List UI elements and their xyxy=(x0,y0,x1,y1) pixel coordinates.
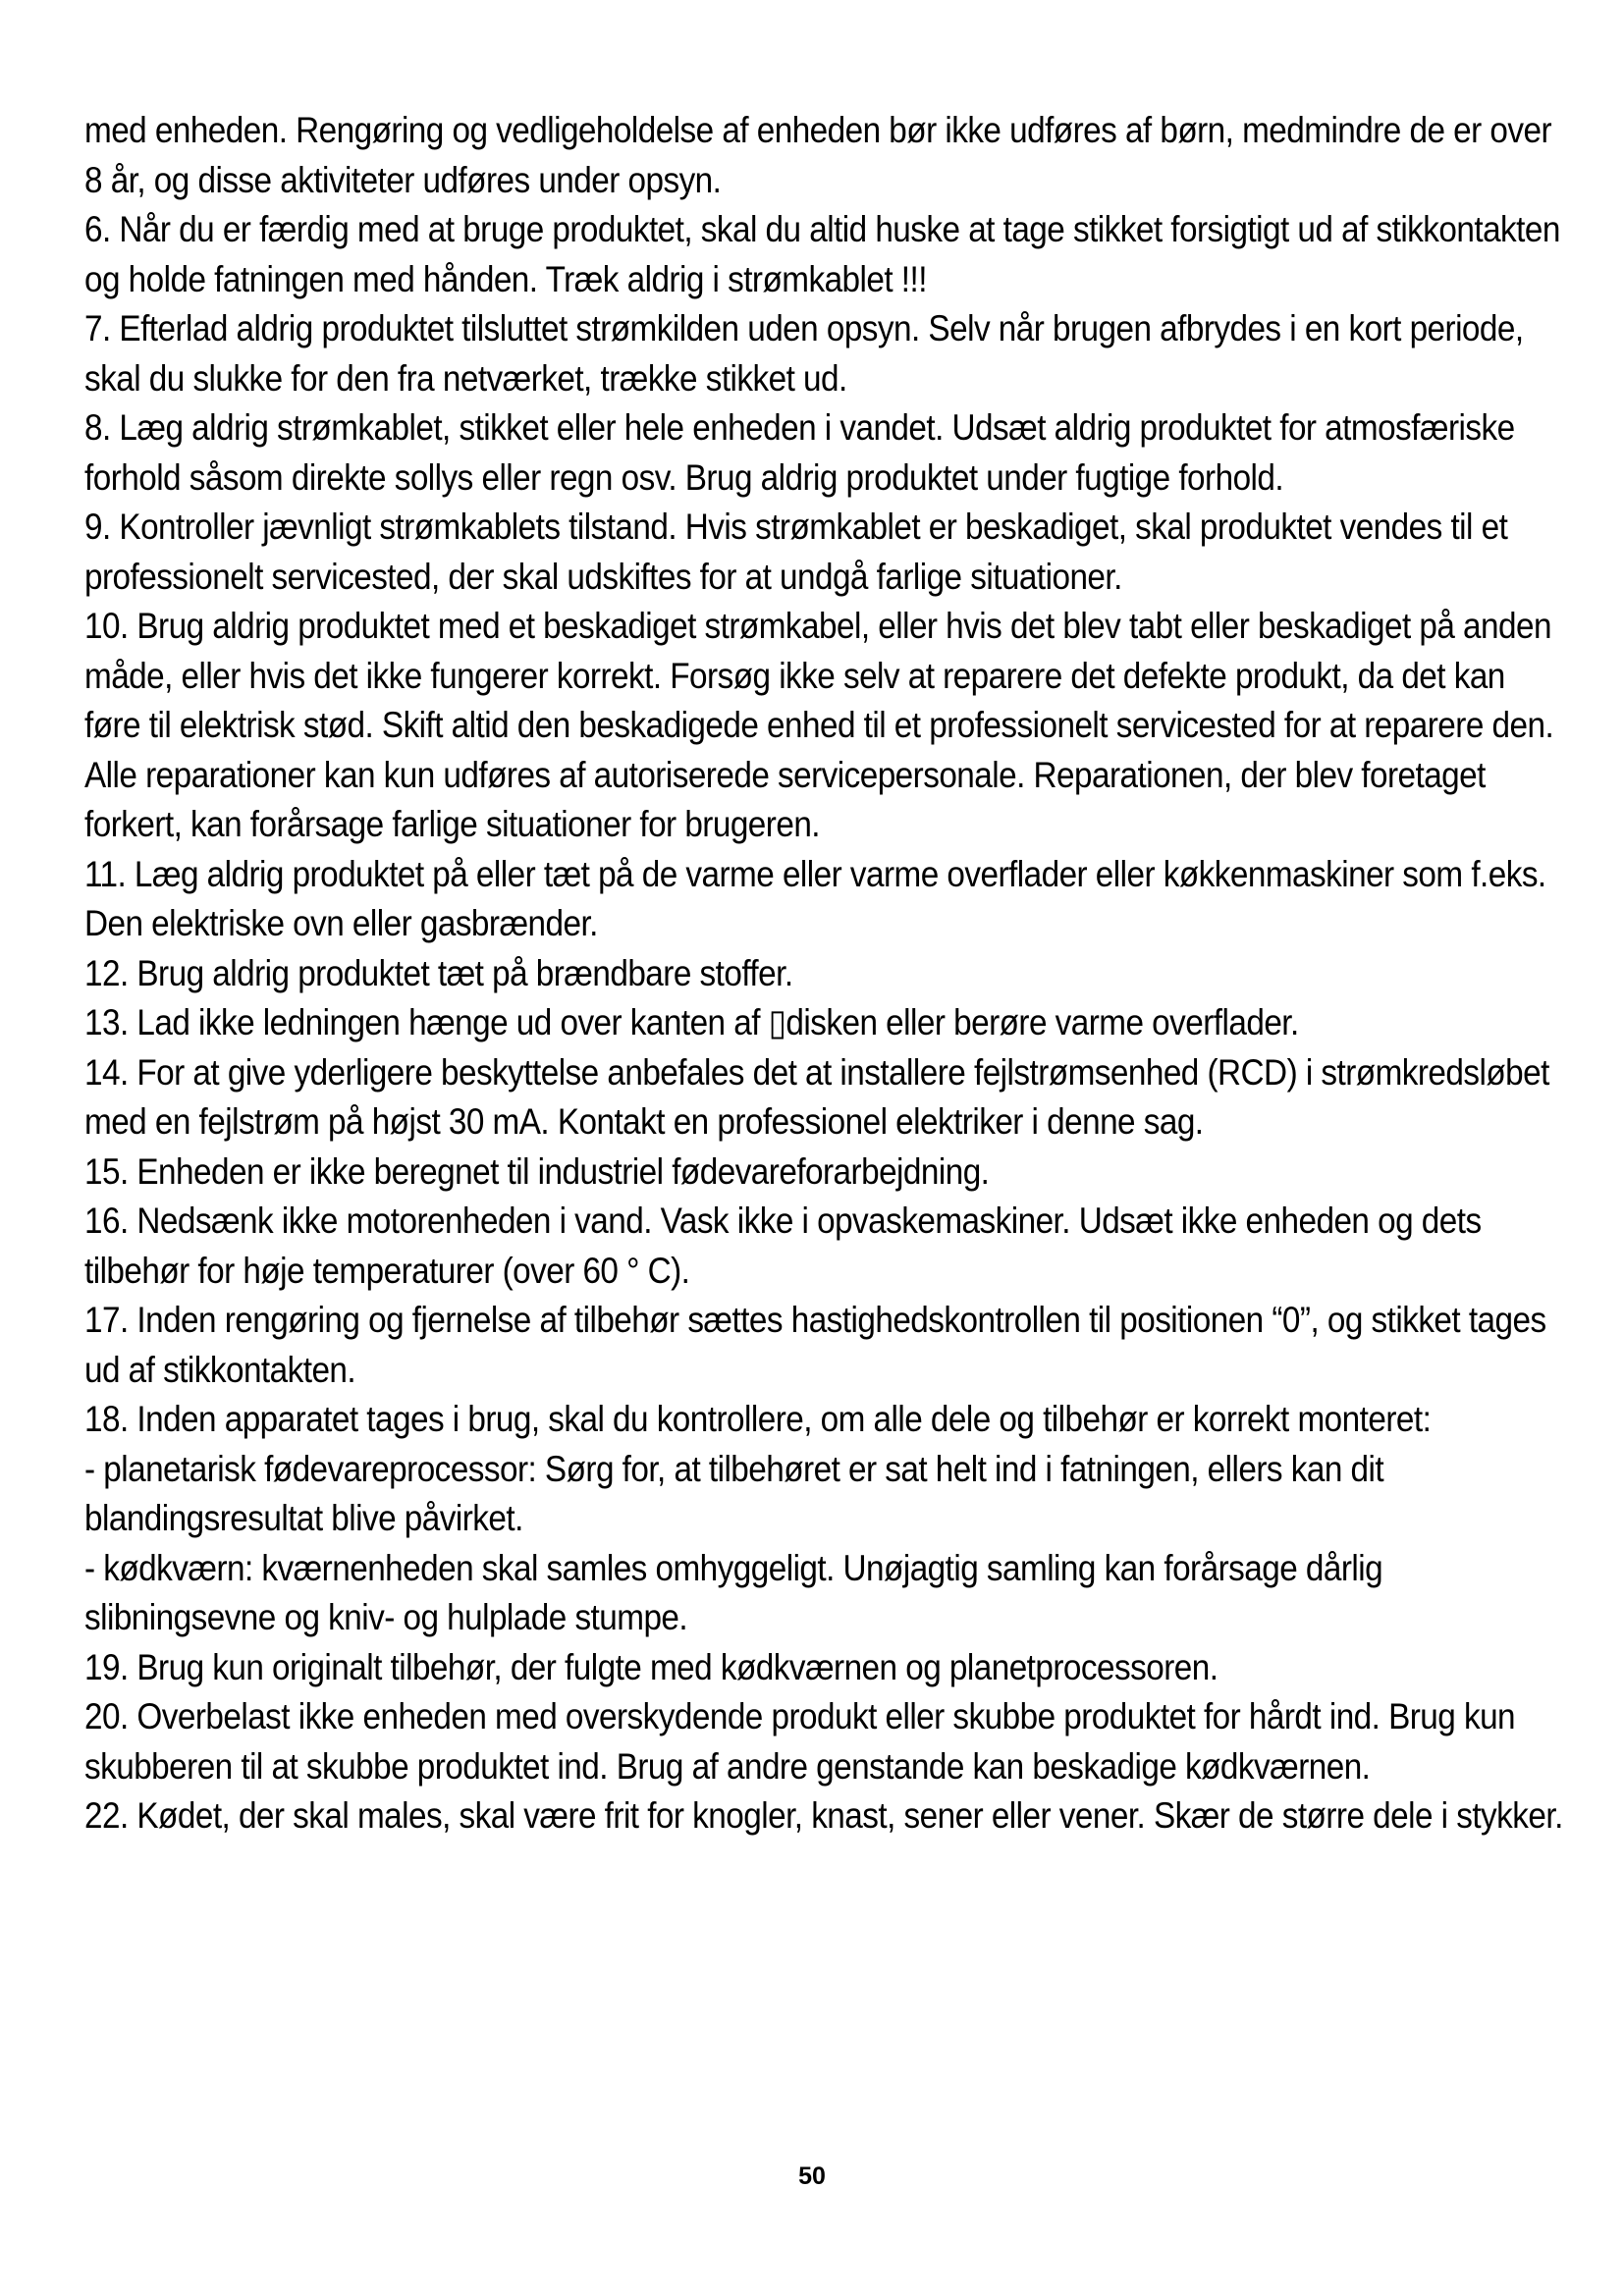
paragraph-item-18: 18. Inden apparatet tages i brug, skal du kontrollere, om alle dele og tilbehør er korrekt monteret: xyxy=(84,1399,1432,1439)
paragraph-item-9: 9. Kontroller jævnligt strømkablets tilstand. Hvis strømkablet er beskadiget, skal produktet vendes til et professionelt servicested, der skal udskiftes for at undgå farlige situationer. xyxy=(84,507,1508,597)
paragraph-item-18-planetary: - planetarisk fødevareprocessor: Sørg for, at tilbehøret er sat helt ind i fatningen, ellers kan dit blandingsresultat blive påvirket. xyxy=(84,1448,1384,1538)
paragraph-item-14: 14. For at give yderligere beskyttelse anbefales det at installere fejlstrømsenhed (RCD) i strømkredsløbet med en fejlstrøm på højst 30 mA. Kontakt en professionel elektriker i denne sag. xyxy=(84,1051,1549,1142)
paragraph-item-11: 11. Læg aldrig produktet på eller tæt på de varme eller varme overflader eller køkkenmaskiner som f.eks. Den elektriske ovn eller gasbrænder. xyxy=(84,853,1546,943)
document-body xyxy=(84,106,1571,1842)
paragraph-item-20: 20. Overbelast ikke enheden med overskydende produkt eller skubbe produktet for hårdt ind. Brug kun skubberen til at skubbe produktet ind. Brug af andre genstande kan beskadige kødkværnen. xyxy=(84,1696,1516,1787)
paragraph-item-18-grinder: - kødkværn: kværnenheden skal samles omhyggeligt. Unøjagtig samling kan forårsage dårlig slibningsevne og kniv- og hulplade stumpe. xyxy=(84,1547,1383,1637)
paragraph-item-7: 7. Efterlad aldrig produktet tilsluttet strømkilden uden opsyn. Selv når brugen afbrydes i en kort periode, skal du slukke for den fra netværket, trække stikket ud. xyxy=(84,308,1524,399)
paragraph-item-17: 17. Inden rengøring og fjernelse af tilbehør sættes hastighedskontrollen til positionen “0”, og stikket tages ud af stikkontakten. xyxy=(84,1300,1546,1390)
paragraph-item-12: 12. Brug aldrig produktet tæt på brændbare stoffer. xyxy=(84,952,793,993)
page-number: 50 xyxy=(798,2163,826,2190)
paragraph-item-10: 10. Brug aldrig produktet med et beskadiget strømkabel, eller hvis det blev tabt eller beskadiget på anden måde, eller hvis det ikke fungerer korrekt. Forsøg ikke selv at reparere det defekte produkt, da det kan føre til elektrisk stød. Skift altid den beskadigede enhed til et professionelt servicested for at reparere den. Alle reparationer kan kun udføres af autoriserede servicepersonale. Reparationen, der blev foretaget forkert, kan forårsage farlige situationer for brugeren. xyxy=(84,606,1554,844)
paragraph-item-13: 13. Lad ikke ledningen hænge ud over kanten af ▯disken eller berøre varme overflader. xyxy=(84,1002,1299,1042)
paragraph-item-16: 16. Nedsænk ikke motorenheden i vand. Vask ikke i opvaskemaskiner. Udsæt ikke enheden og dets tilbehør for høje temperaturer (over 60 ° C). xyxy=(84,1201,1482,1291)
paragraph-item-6: 6. Når du er færdig med at bruge produktet, skal du altid huske at tage stikket forsigtigt ud af stikkontakten og holde fatningen med hånden. Træk aldrig i strømkablet !!! xyxy=(84,209,1560,299)
paragraph-item-19: 19. Brug kun originalt tilbehør, der fulgte med kødkværnen og planetprocessoren. xyxy=(84,1646,1218,1687)
paragraph-continuation: med enheden. Rengøring og vedligeholdelse af enheden bør ikke udføres af børn, medmindre de er over 8 år, og disse aktiviteter udføres under opsyn. xyxy=(84,110,1552,200)
paragraph-item-8: 8. Læg aldrig strømkablet, stikket eller hele enheden i vandet. Udsæt aldrig produktet for atmosfæriske forhold såsom direkte sollys eller regn osv. Brug aldrig produktet under fugtige forhold. xyxy=(84,407,1515,498)
paragraph-item-22: 22. Kødet, der skal males, skal være frit for knogler, knast, sener eller vener. Skær de større dele i stykker. xyxy=(84,1795,1563,1836)
paragraph-item-15: 15. Enheden er ikke beregnet til industriel fødevareforarbejdning. xyxy=(84,1150,990,1192)
